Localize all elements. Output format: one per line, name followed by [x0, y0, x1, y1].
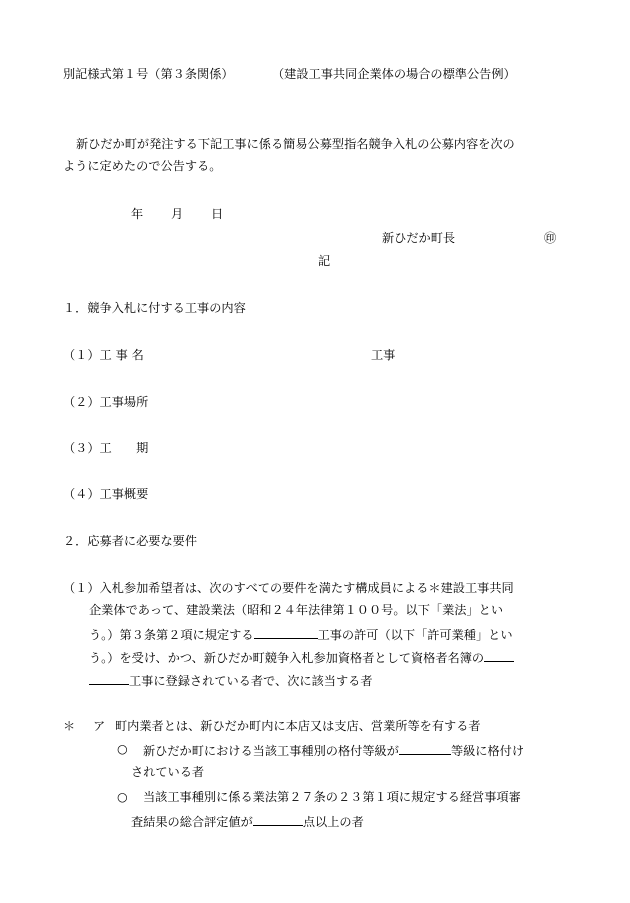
form-number: 別記様式第１号（第３条関係）: [63, 67, 234, 81]
note-b2-line-2: [131, 812, 364, 831]
note-b2-bullet: ○: [117, 790, 128, 804]
req-1-line-4: [89, 648, 514, 667]
note-b1-line-1-end: 等級に格付け: [450, 744, 525, 758]
note-b1-line-1-start: 新ひだか町における当該工事種別の格付等級が: [143, 744, 399, 758]
item-1-value: 工事: [371, 348, 396, 362]
registry-blank-2: [89, 671, 129, 685]
req-1-line-4-text: う。）を受け、かつ、新ひだか町競争入札参加資格者として資格者名簿の: [89, 651, 485, 665]
req-1-line-3-start: う。）第３条第２項に規定する: [89, 628, 254, 642]
date-month: 月: [171, 207, 184, 221]
ki-heading: 記: [318, 254, 331, 268]
req-1-line-5: [89, 671, 373, 690]
issuer-name: 新ひだか町長: [382, 231, 456, 245]
note-b2-line-1: 当該工事種別に係る業法第２７条の２３第１項に規定する経営事項審: [143, 790, 521, 804]
score-blank: [253, 812, 303, 826]
req-1-line-3: [89, 625, 513, 644]
section-1-heading: １．競争入札に付する工事の内容: [63, 301, 246, 315]
seal-mark: ㊞: [544, 231, 557, 245]
grade-blank: [399, 741, 451, 755]
date-day: 日: [211, 207, 224, 221]
req-1-line-1: （１）入札参加希望者は、次のすべての要件を満たす構成員による＊建設工事共同: [63, 581, 514, 595]
item-1-label: （１）工 事 名: [63, 348, 144, 362]
section-2-heading: ２．応募者に必要な要件: [63, 534, 198, 548]
note-b1-line-2: されている者: [131, 765, 205, 779]
intro-line-2: ように定めたので公告する。: [63, 159, 222, 173]
intro-line-1: 新ひだか町が発注する下記工事に係る簡易公募型指名競争入札の公募内容を次の: [76, 137, 515, 151]
note-star: ＊: [63, 719, 76, 733]
item-3-label: （３）工 期: [63, 441, 149, 455]
note-a-text: 町内業者とは、新ひだか町内に本店又は支店、営業所等を有する者: [115, 719, 481, 733]
note-a-label: ア: [93, 719, 106, 733]
note-b1-bullet: ○: [117, 742, 128, 756]
form-subtitle: （建設工事共同企業体の場合の標準公告例）: [272, 67, 516, 81]
item-2-label: （２）工事場所: [63, 395, 149, 409]
permit-type-blank: [254, 625, 318, 639]
note-b2-line-2-end: 点以上の者: [302, 815, 364, 829]
req-1-line-3-end: 工事の許可（以下「許可業種」とい: [317, 628, 513, 642]
req-1-line-2: 企業体であって、建設業法（昭和２４年法律第１００号。以下「業法」とい: [89, 603, 504, 617]
req-1-line-5-text: 工事に登録されている者で、次に該当する者: [129, 674, 373, 688]
date-year: 年: [131, 207, 144, 221]
item-4-label: （４）工事概要: [63, 487, 149, 501]
note-b1-line-1: [143, 741, 524, 760]
registry-blank-1: [484, 648, 514, 662]
note-b2-line-2-start: 査結果の総合評定値が: [131, 815, 253, 829]
